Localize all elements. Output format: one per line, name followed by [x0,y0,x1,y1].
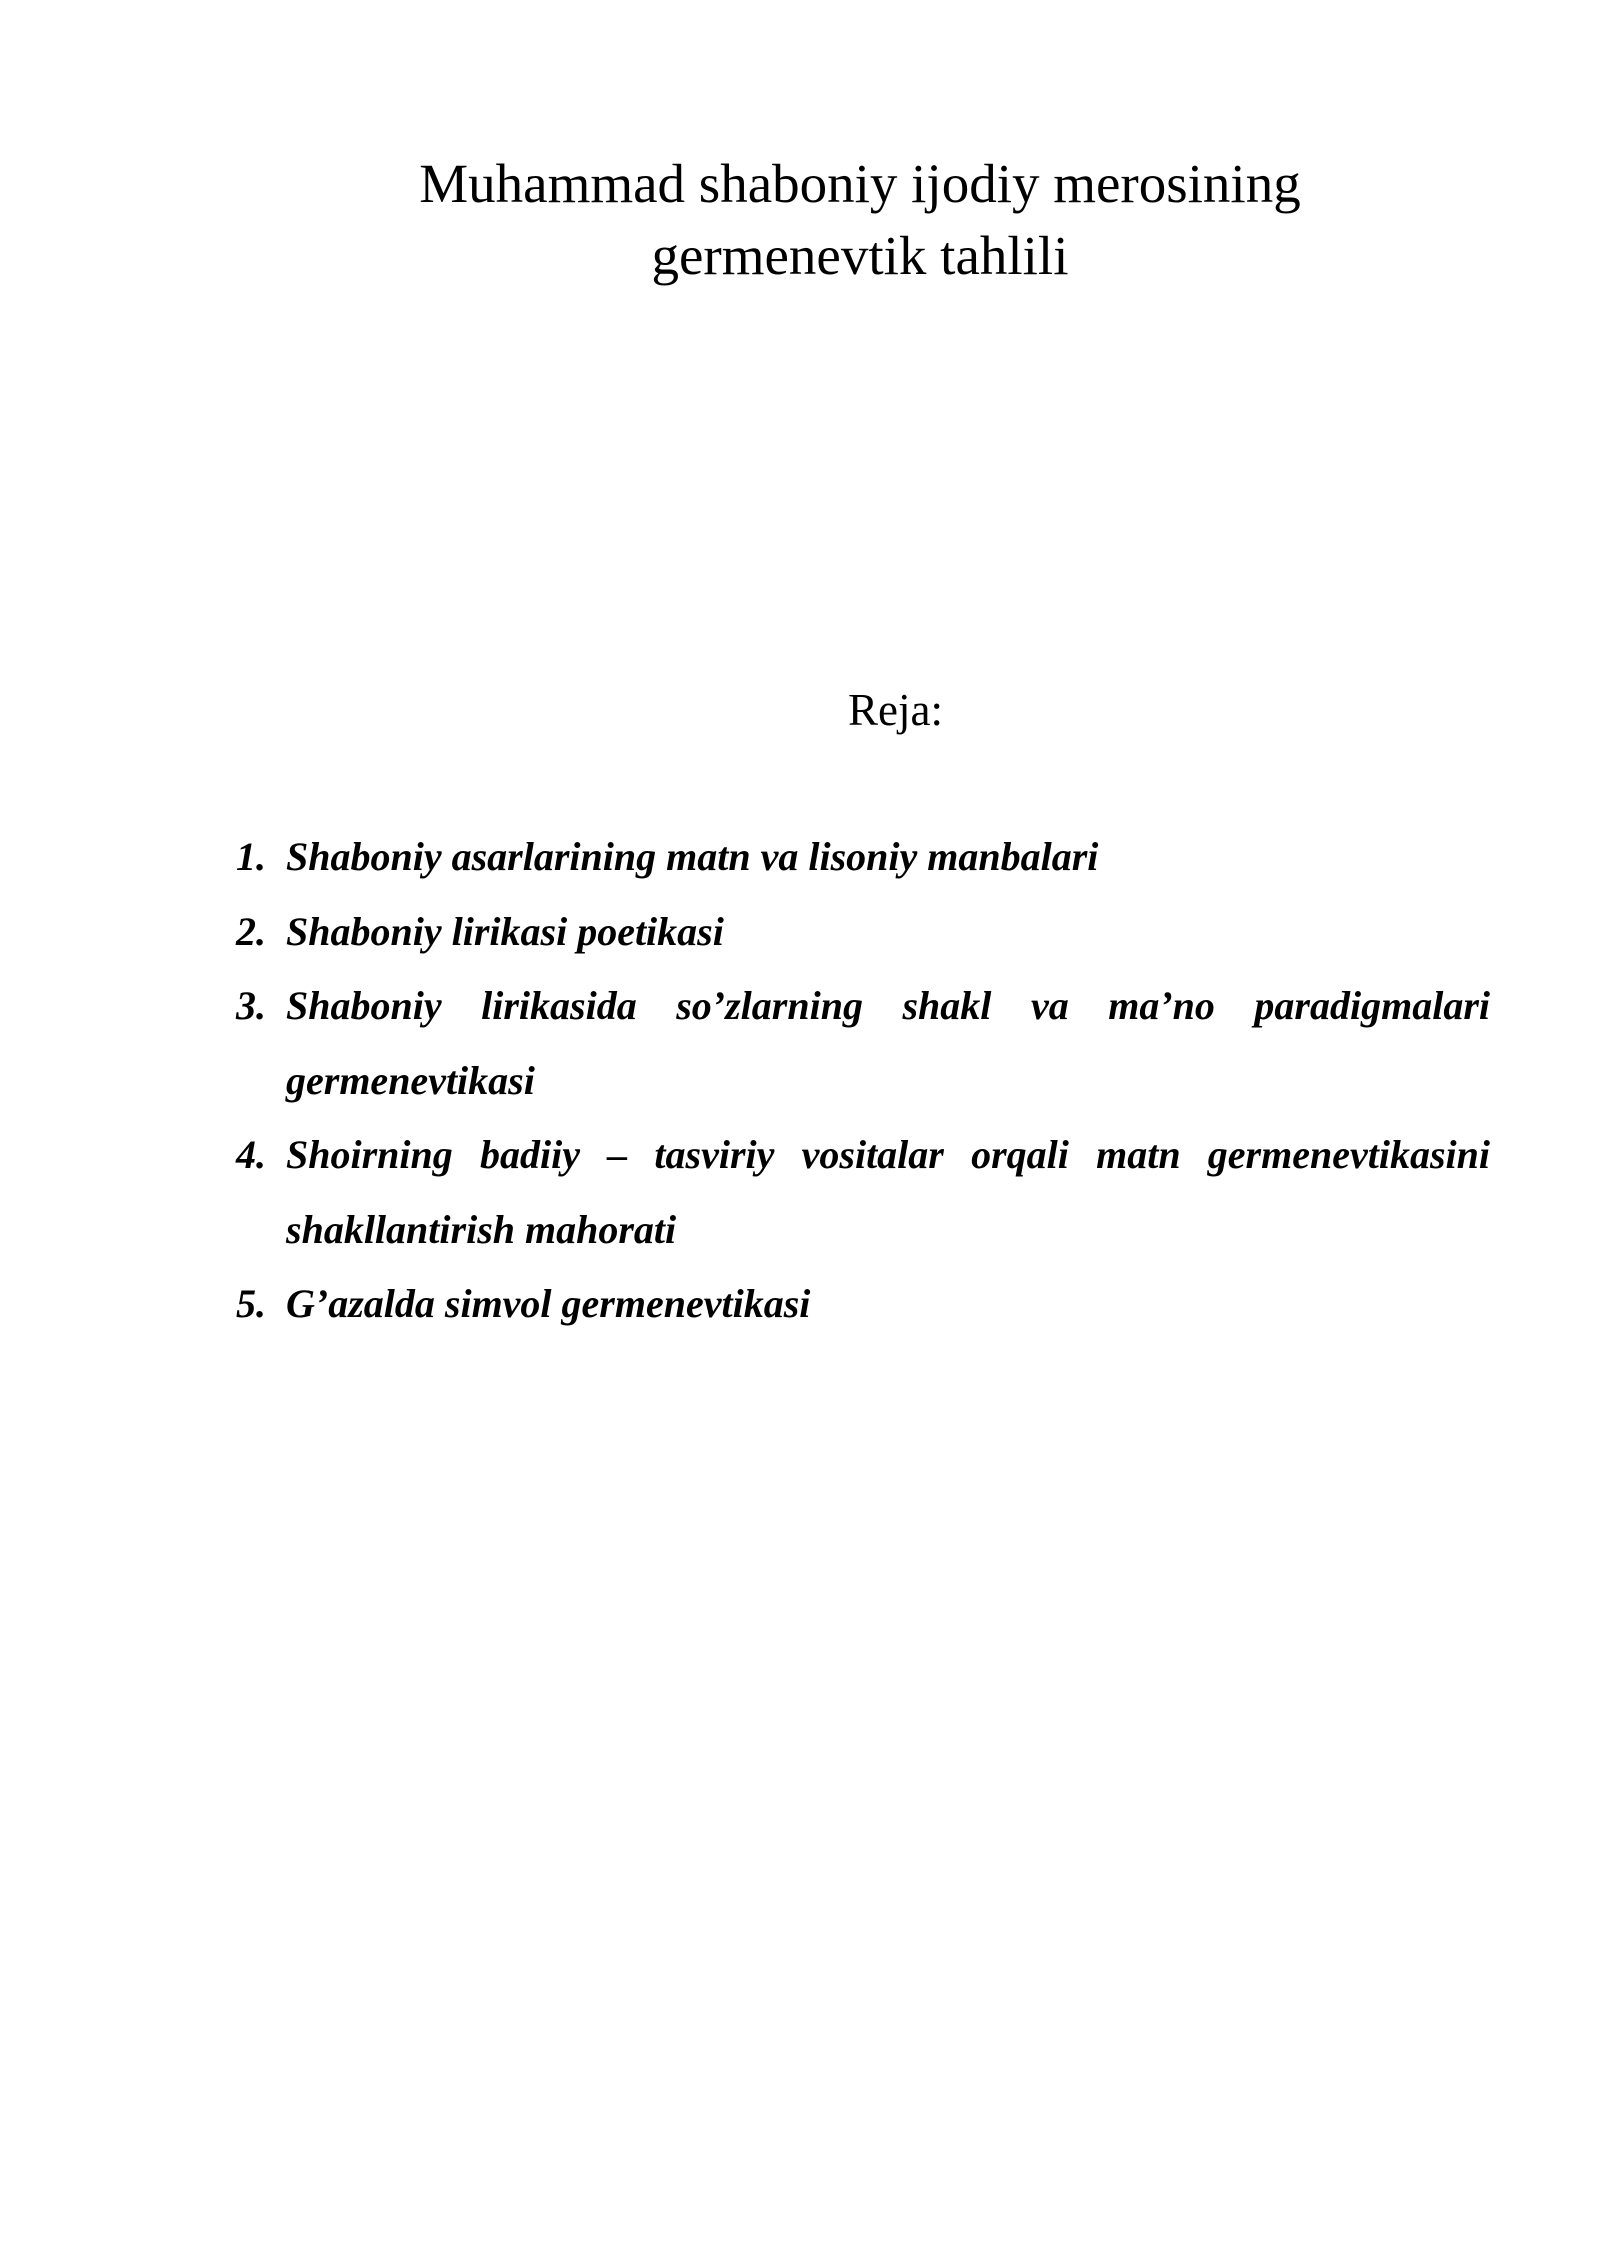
plan-item-number: 2. [236,908,266,954]
plan-item-number: 3. [236,983,266,1028]
title-line-2: germenevtik tahlili [651,225,1069,286]
plan-item-4 [236,1118,1490,1267]
plan-item-number: 5. [236,1281,266,1326]
plan-item-1 [236,820,1490,895]
plan-item-number: 4. [236,1132,266,1177]
plan-list [236,820,1490,1342]
plan-heading: Reja: [848,685,943,735]
plan-item-text: Shoirning badiiy – tasviriy vositalar orqali matn germenevtikasini shakllantirish mahorati [286,1132,1490,1252]
plan-item-2 [236,895,1490,970]
plan-item-text: G’azalda simvol germenevtikasi [286,1281,811,1326]
plan-item-text: Shaboniy lirikasida so’zlarning shakl va ma’no paradigmalari germenevtikasi [286,983,1490,1103]
title-line-1: Muhammad shaboniy ijodiy merosining [419,153,1301,214]
plan-item-text: Shaboniy lirikasi poetikasi [286,908,724,954]
plan-item-3 [236,969,1490,1118]
plan-item-number: 1. [236,834,266,879]
plan-item-5 [236,1267,1490,1342]
plan-item-text: Shaboniy asarlarining matn va lisoniy manbalari [286,834,1099,879]
document-title [330,148,1390,292]
